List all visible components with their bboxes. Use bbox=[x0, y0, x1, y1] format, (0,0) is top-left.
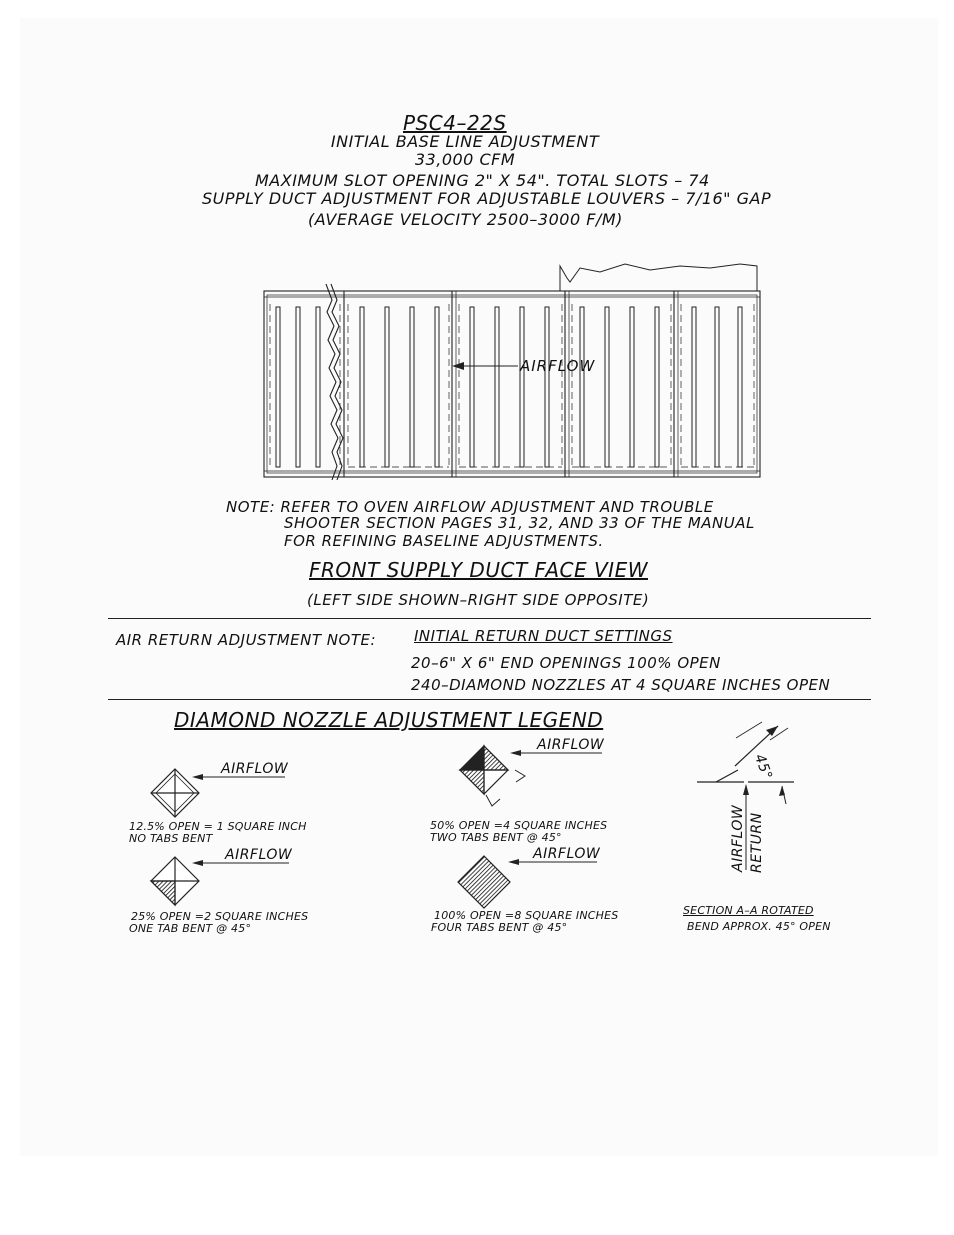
nozzle-4-line-1: 100% OPEN =8 SQUARE INCHES bbox=[434, 909, 619, 922]
header-subtitle: INITIAL BASE LINE ADJUSTMENT bbox=[330, 132, 600, 151]
model-title: PSC4–22S bbox=[403, 111, 507, 135]
nozzle-2-line-1: 25% OPEN =2 SQUARE INCHES bbox=[131, 910, 309, 923]
section-airflow-label: AIRFLOW bbox=[730, 804, 746, 872]
section-return-label: RETURN bbox=[749, 812, 765, 873]
header-slot-line: MAXIMUM SLOT OPENING 2" X 54". TOTAL SLOTS – 74 bbox=[255, 171, 710, 190]
note-line-3: FOR REFINING BASELINE ADJUSTMENTS. bbox=[284, 532, 604, 550]
header-velocity-line: (AVERAGE VELOCITY 2500–3000 F/M) bbox=[308, 210, 623, 229]
section-caption: BEND APPROX. 45° OPEN bbox=[687, 920, 831, 933]
air-return-line-1: 20–6" X 6" END OPENINGS 100% OPEN bbox=[411, 654, 721, 672]
header-louver-line: SUPPLY DUCT ADJUSTMENT FOR ADJUSTABLE LOUVERS – 7/16" GAP bbox=[202, 189, 772, 208]
nozzle-1-line-1: 12.5% OPEN = 1 SQUARE INCH bbox=[129, 820, 307, 833]
section-angle-label: 45° bbox=[750, 752, 776, 783]
section-title: SECTION A–A ROTATED bbox=[683, 904, 814, 917]
nozzle-3-line-2: TWO TABS BENT @ 45° bbox=[430, 831, 562, 844]
header-cfm: 33,000 CFM bbox=[414, 150, 516, 169]
nozzle-2-line-2: ONE TAB BENT @ 45° bbox=[129, 922, 252, 935]
nozzle-100-open-diagram bbox=[458, 856, 597, 908]
air-return-label: AIR RETURN ADJUSTMENT NOTE: bbox=[116, 631, 377, 649]
note-line-1: NOTE: REFER TO OVEN AIRFLOW ADJUSTMENT AND TROUBLE bbox=[226, 498, 714, 516]
air-return-line-2: 240–DIAMOND NOZZLES AT 4 SQUARE INCHES OPEN bbox=[411, 676, 831, 694]
view-title: FRONT SUPPLY DUCT FACE VIEW bbox=[309, 558, 648, 582]
nozzle-4-line-2: FOUR TABS BENT @ 45° bbox=[431, 921, 568, 934]
legend-title: DIAMOND NOZZLE ADJUSTMENT LEGEND bbox=[174, 708, 604, 732]
nozzle-1-line-2: NO TABS BENT bbox=[129, 832, 213, 845]
nozzle-1-airflow-label: AIRFLOW bbox=[221, 761, 289, 777]
nozzle-2-airflow-label: AIRFLOW bbox=[225, 847, 293, 863]
nozzle-3-line-1: 50% OPEN =4 SQUARE INCHES bbox=[430, 819, 608, 832]
duct-airflow-label: AIRFLOW bbox=[520, 357, 596, 375]
view-caption: (LEFT SIDE SHOWN–RIGHT SIDE OPPOSITE) bbox=[307, 591, 650, 609]
nozzle-50-open-diagram bbox=[460, 746, 602, 806]
nozzle-25-open-diagram bbox=[151, 857, 289, 905]
note-line-2: SHOOTER SECTION PAGES 31, 32, AND 33 OF THE MANUAL bbox=[284, 514, 755, 532]
air-return-heading: INITIAL RETURN DUCT SETTINGS bbox=[414, 627, 673, 645]
nozzle-4-airflow-label: AIRFLOW bbox=[533, 846, 601, 862]
nozzle-3-airflow-label: AIRFLOW bbox=[537, 737, 605, 753]
